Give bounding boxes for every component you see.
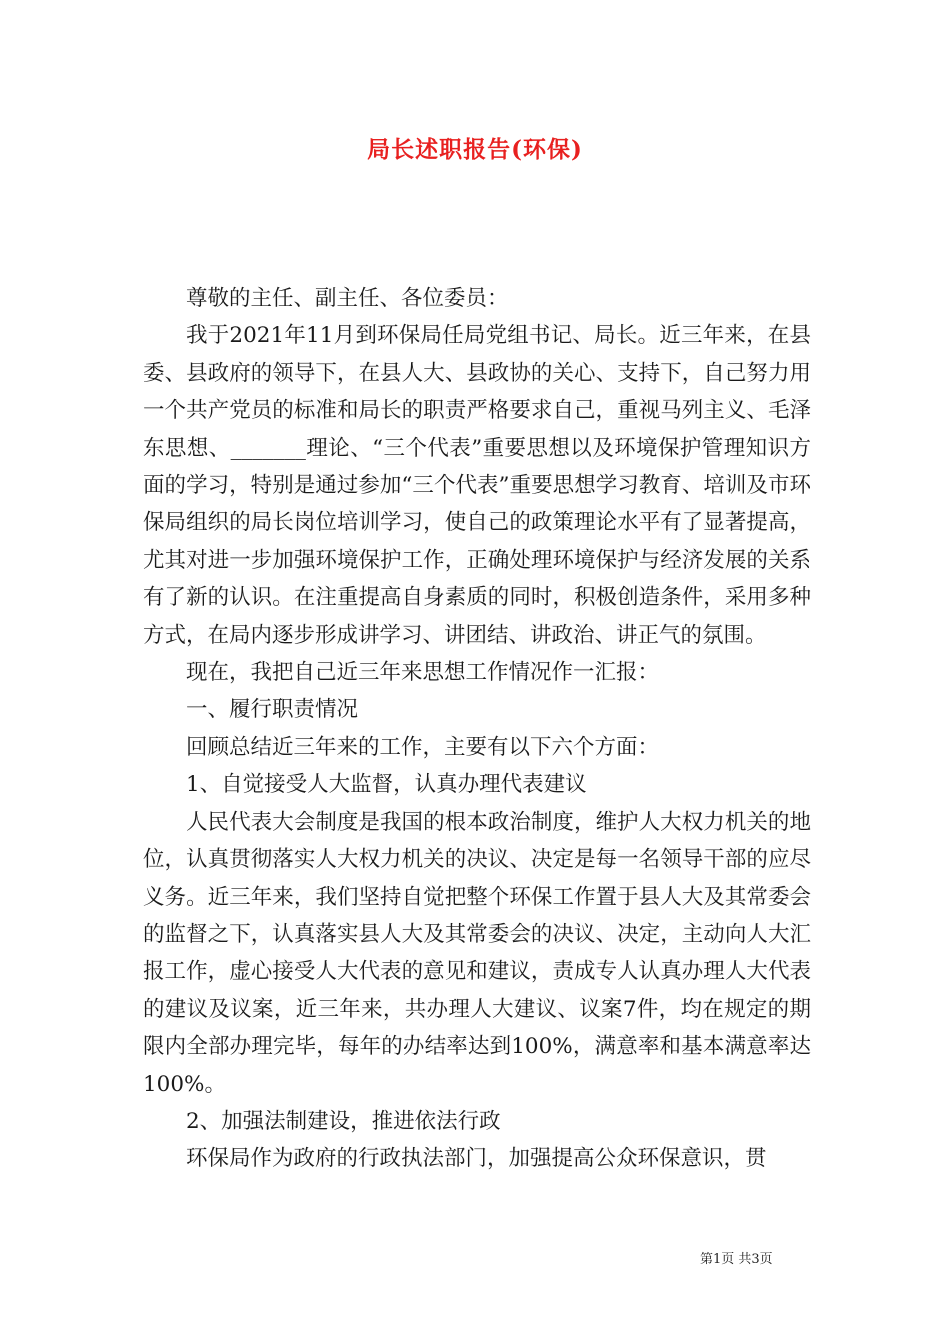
body-paragraph: 人民代表大会制度是我国的根本政治制度，维护人大权力机关的地位，认真贯彻落实人大权力机关的决议、决定是每一名领导干部的应尽义务。近三年来，我们坚持自觉把整个环保工作置于县人大及其常委会的监督之下，认真落实县人大及其常委会的决议、决定，主动向人大汇报工作，虚心接受人大代表的意见和建议，责成专人认真办理人大代表的建议及议案，近三年来，共办理人大建议、议案7件，均在规定的期限内全部办理完毕，每年的办结率达到100%，满意率和基本满意率达100%。 <box>143 809 811 1097</box>
body-paragraph: 现在，我把自己近三年来思想工作情况作一汇报： <box>186 660 660 686</box>
subsection-heading: 2、加强法制建设，推进依法行政 <box>186 1108 501 1134</box>
page-number: 第1页 共3页 <box>700 1252 773 1267</box>
document-title: 局长述职报告(环保) <box>367 136 583 163</box>
document-body <box>143 280 811 1178</box>
body-paragraph: 环保局作为政府的行政执法部门，加强提高公众环保意识，贯 <box>186 1146 767 1172</box>
body-paragraph: 我于2021年11月到环保局任局党组书记、局长。近三年来，在县委、县政府的领导下，在县人大、县政协的关心、支持下，自己努力用一个共产党员的标准和局长的职责严格要求自己，重视马列主义、毛泽东思想、_______理论、“三个代表”重要思想以及环境保护管理知识方面的学习，特别是通过参加“三个代表”重要思想学习教育、培训及市环保局组织的局长岗位培训学习，使自己的政策理论水平有了显著提高，尤其对进一步加强环境保护工作，正确处理环境保护与经济发展的关系有了新的认识。在注重提高自身素质的同时，积极创造条件，采用多种方式，在局内逐步形成讲学习、讲团结、讲政治、讲正气的氛围。 <box>143 323 811 648</box>
section-heading: 一、履行职责情况 <box>186 697 359 723</box>
body-paragraph: 回顾总结近三年来的工作，主要有以下六个方面： <box>186 734 660 760</box>
subsection-heading: 1、自觉接受人大监督，认真办理代表建议 <box>186 772 587 798</box>
salutation: 尊敬的主任、副主任、各位委员： <box>186 286 509 311</box>
